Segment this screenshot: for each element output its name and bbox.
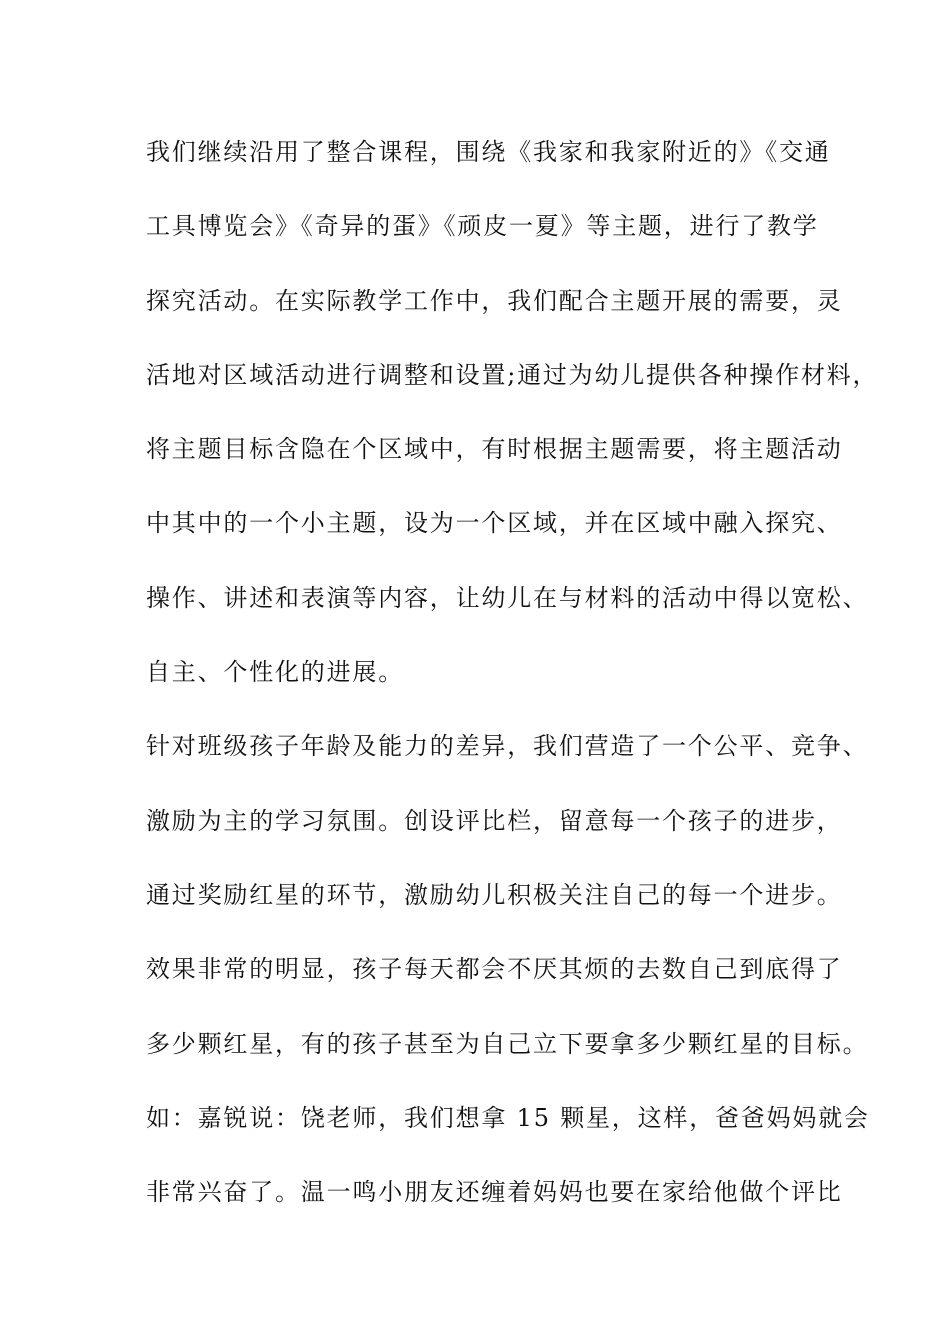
text-line-10: 激励为主的学习氛围。创设评比栏，留意每一个孩子的进步， <box>146 806 843 835</box>
text-line-2: 工具博览会》《奇异的蛋》《顽皮一夏》等主题，进行了教学 <box>146 212 819 241</box>
text-line-3: 探究活动。在实际教学工作中，我们配合主题开展的需要，灵 <box>146 286 843 315</box>
text-line-12: 效果非常的明显，孩子每天都会不厌其烦的去数自己到底得了 <box>146 955 843 984</box>
text-line-13: 多少颗红星，有的孩子甚至为自己立下要拿多少颗红星的目标。 <box>146 1029 869 1058</box>
text-line-7: 操作、讲述和表演等内容，让幼儿在与材料的活动中得以宽松、 <box>146 583 869 612</box>
body-text <box>146 130 879 1244</box>
text-line-9: 针对班级孩子年龄及能力的差异，我们营造了一个公平、竞争、 <box>146 732 869 761</box>
text-line-14: 如：嘉锐说：饶老师，我们想拿 15 颗星，这样，爸爸妈妈就会 <box>146 1103 870 1132</box>
text-line-11: 通过奖励红星的环节，激励幼儿积极关注自己的每一个进步。 <box>146 880 843 909</box>
text-line-4: 活地对区域活动进行调整和设置;通过为幼儿提供各种操作材料， <box>146 360 879 389</box>
text-line-5: 将主题目标含隐在个区域中，有时根据主题需要，将主题活动 <box>146 435 843 464</box>
text-line-6: 中其中的一个小主题，设为一个区域，并在区域中融入探究、 <box>146 509 843 538</box>
text-line-1: 我们继续沿用了整合课程，围绕《我家和我家附近的》《交通 <box>146 138 831 166</box>
text-line-15: 非常兴奋了。温一鸣小朋友还缠着妈妈也要在家给他做个评比 <box>146 1178 843 1207</box>
text-line-8: 自主、个性化的进展。 <box>146 658 404 687</box>
